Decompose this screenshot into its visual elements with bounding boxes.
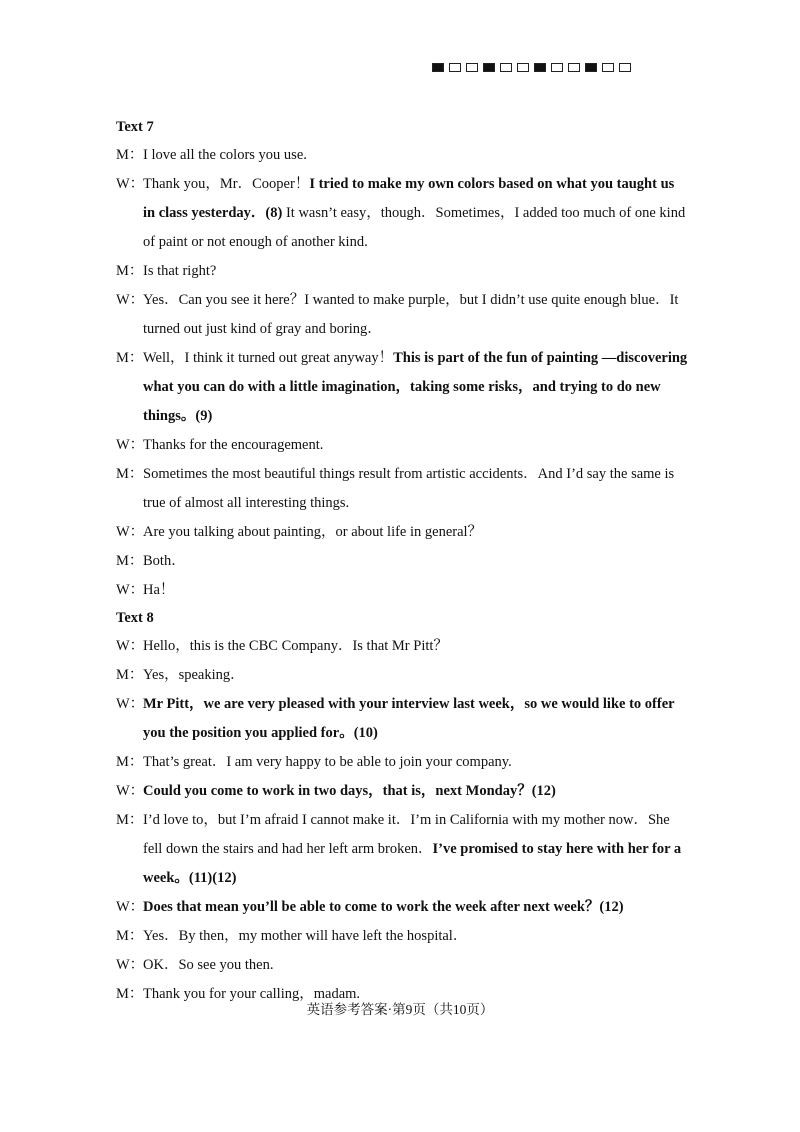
speaker-label: W： [116, 696, 145, 712]
filled-square-icon [483, 63, 495, 72]
speaker-label: W： [116, 524, 145, 540]
dialogue-line [116, 806, 688, 893]
speaker-label: W： [116, 176, 145, 192]
dialogue-line [116, 170, 688, 257]
dialogue-text: I’d love to，but I’m afraid I cannot make it．I’m in California with my mother now．She fell down the stairs and had her left arm broken． [143, 812, 670, 857]
dialogue-text: Both． [143, 553, 186, 569]
empty-square-icon [466, 63, 478, 72]
dialogue-line [116, 518, 688, 547]
empty-square-icon [449, 63, 461, 72]
answer-highlight: Does that mean you’ll be able to come to work the week after next week？(12) [143, 899, 624, 915]
dialogue-line [116, 893, 688, 922]
dialogue-text: I love all the colors you use. [143, 147, 307, 163]
dialogue-text: Yes．Can you see it here？I wanted to make purple，but I didn’t use quite enough blue．It turned out just kind of gray and boring． [143, 292, 679, 337]
filled-square-icon [585, 63, 597, 72]
dialogue-line [116, 257, 688, 286]
dialogue-line [116, 661, 688, 690]
answer-highlight: I’ve promised to stay here with her for a week。(11)(12) [143, 841, 682, 886]
speaker-label: W： [116, 783, 145, 799]
dialogue-text: Thank you for your calling，madam. [143, 986, 361, 1002]
dialogue-text: Thank you，Mr．Cooper！ [143, 176, 310, 192]
transcript [116, 114, 688, 1009]
dialogue-text: It wasn’t easy，though．Sometimes，I added too much of one kind of paint or not enough of another kind. [143, 205, 686, 250]
speaker-label: W： [116, 957, 145, 973]
dialogue-text: Are you talking about painting，or about life in general？ [143, 524, 483, 540]
speaker-label: W： [116, 899, 145, 915]
dialogue-text: Hello，this is the CBC Company．Is that Mr Pitt？ [143, 638, 448, 654]
dialogue-line [116, 460, 688, 518]
dialogue-line [116, 576, 688, 605]
empty-square-icon [619, 63, 631, 72]
speaker-label: M： [116, 263, 144, 279]
header-square-markers [432, 63, 631, 74]
answer-highlight: Mr Pitt，we are very pleased with your interview last week，so we would like to offer you the position you applied for。(10) [143, 696, 675, 741]
speaker-label: M： [116, 812, 144, 828]
answer-highlight: Could you come to work in two days，that is，next Monday？(12) [143, 783, 556, 799]
dialogue-line [116, 141, 688, 170]
speaker-label: M： [116, 350, 144, 366]
empty-square-icon [517, 63, 529, 72]
dialogue-line [116, 431, 688, 460]
dialogue-line [116, 547, 688, 576]
dialogue-text: Yes．By then，my mother will have left the hospital． [143, 928, 468, 944]
dialogue-text: Well，I think it turned out great anyway！ [143, 350, 394, 366]
page-footer: 英语参考答案·第9页（共10页） [306, 1002, 494, 1017]
speaker-label: W： [116, 638, 145, 654]
dialogue-line [116, 632, 688, 661]
speaker-label: W： [116, 582, 145, 598]
answer-highlight: This is part of the fun of painting —discovering what you can do with a little imagination，taking some risks，and trying to do new things。(9) [143, 350, 688, 424]
dialogue-line [116, 344, 688, 431]
section-title: Text 8 [116, 610, 154, 626]
dialogue-line [116, 286, 688, 344]
empty-square-icon [500, 63, 512, 72]
section-title: Text 7 [116, 119, 154, 135]
dialogue-text: That’s great．I am very happy to be able to join your company. [143, 754, 512, 770]
dialogue-text: Sometimes the most beautiful things result from artistic accidents．And I’d say the same is true of almost all interesting things. [143, 466, 675, 511]
speaker-label: M： [116, 754, 144, 770]
dialogue-line [116, 951, 688, 980]
empty-square-icon [568, 63, 580, 72]
speaker-label: M： [116, 928, 144, 944]
dialogue-text: Is that right? [143, 263, 217, 279]
speaker-label: W： [116, 437, 145, 453]
empty-square-icon [551, 63, 563, 72]
dialogue-text: Ha！ [143, 582, 175, 598]
dialogue-text: OK．So see you then. [143, 957, 274, 973]
empty-square-icon [602, 63, 614, 72]
speaker-label: M： [116, 147, 144, 163]
dialogue-line [116, 690, 688, 748]
dialogue-text: Thanks for the encouragement. [143, 437, 324, 453]
answer-highlight: I tried to make my own colors based on what you taught us in class yesterday．(8) [143, 176, 675, 221]
speaker-label: M： [116, 667, 144, 683]
speaker-label: M： [116, 986, 144, 1002]
dialogue-line [116, 748, 688, 777]
dialogue-line [116, 777, 688, 806]
speaker-label: W： [116, 292, 145, 308]
dialogue-text: Yes，speaking． [143, 667, 245, 683]
speaker-label: M： [116, 553, 144, 569]
dialogue-line [116, 922, 688, 951]
filled-square-icon [534, 63, 546, 72]
speaker-label: M： [116, 466, 144, 482]
filled-square-icon [432, 63, 444, 72]
